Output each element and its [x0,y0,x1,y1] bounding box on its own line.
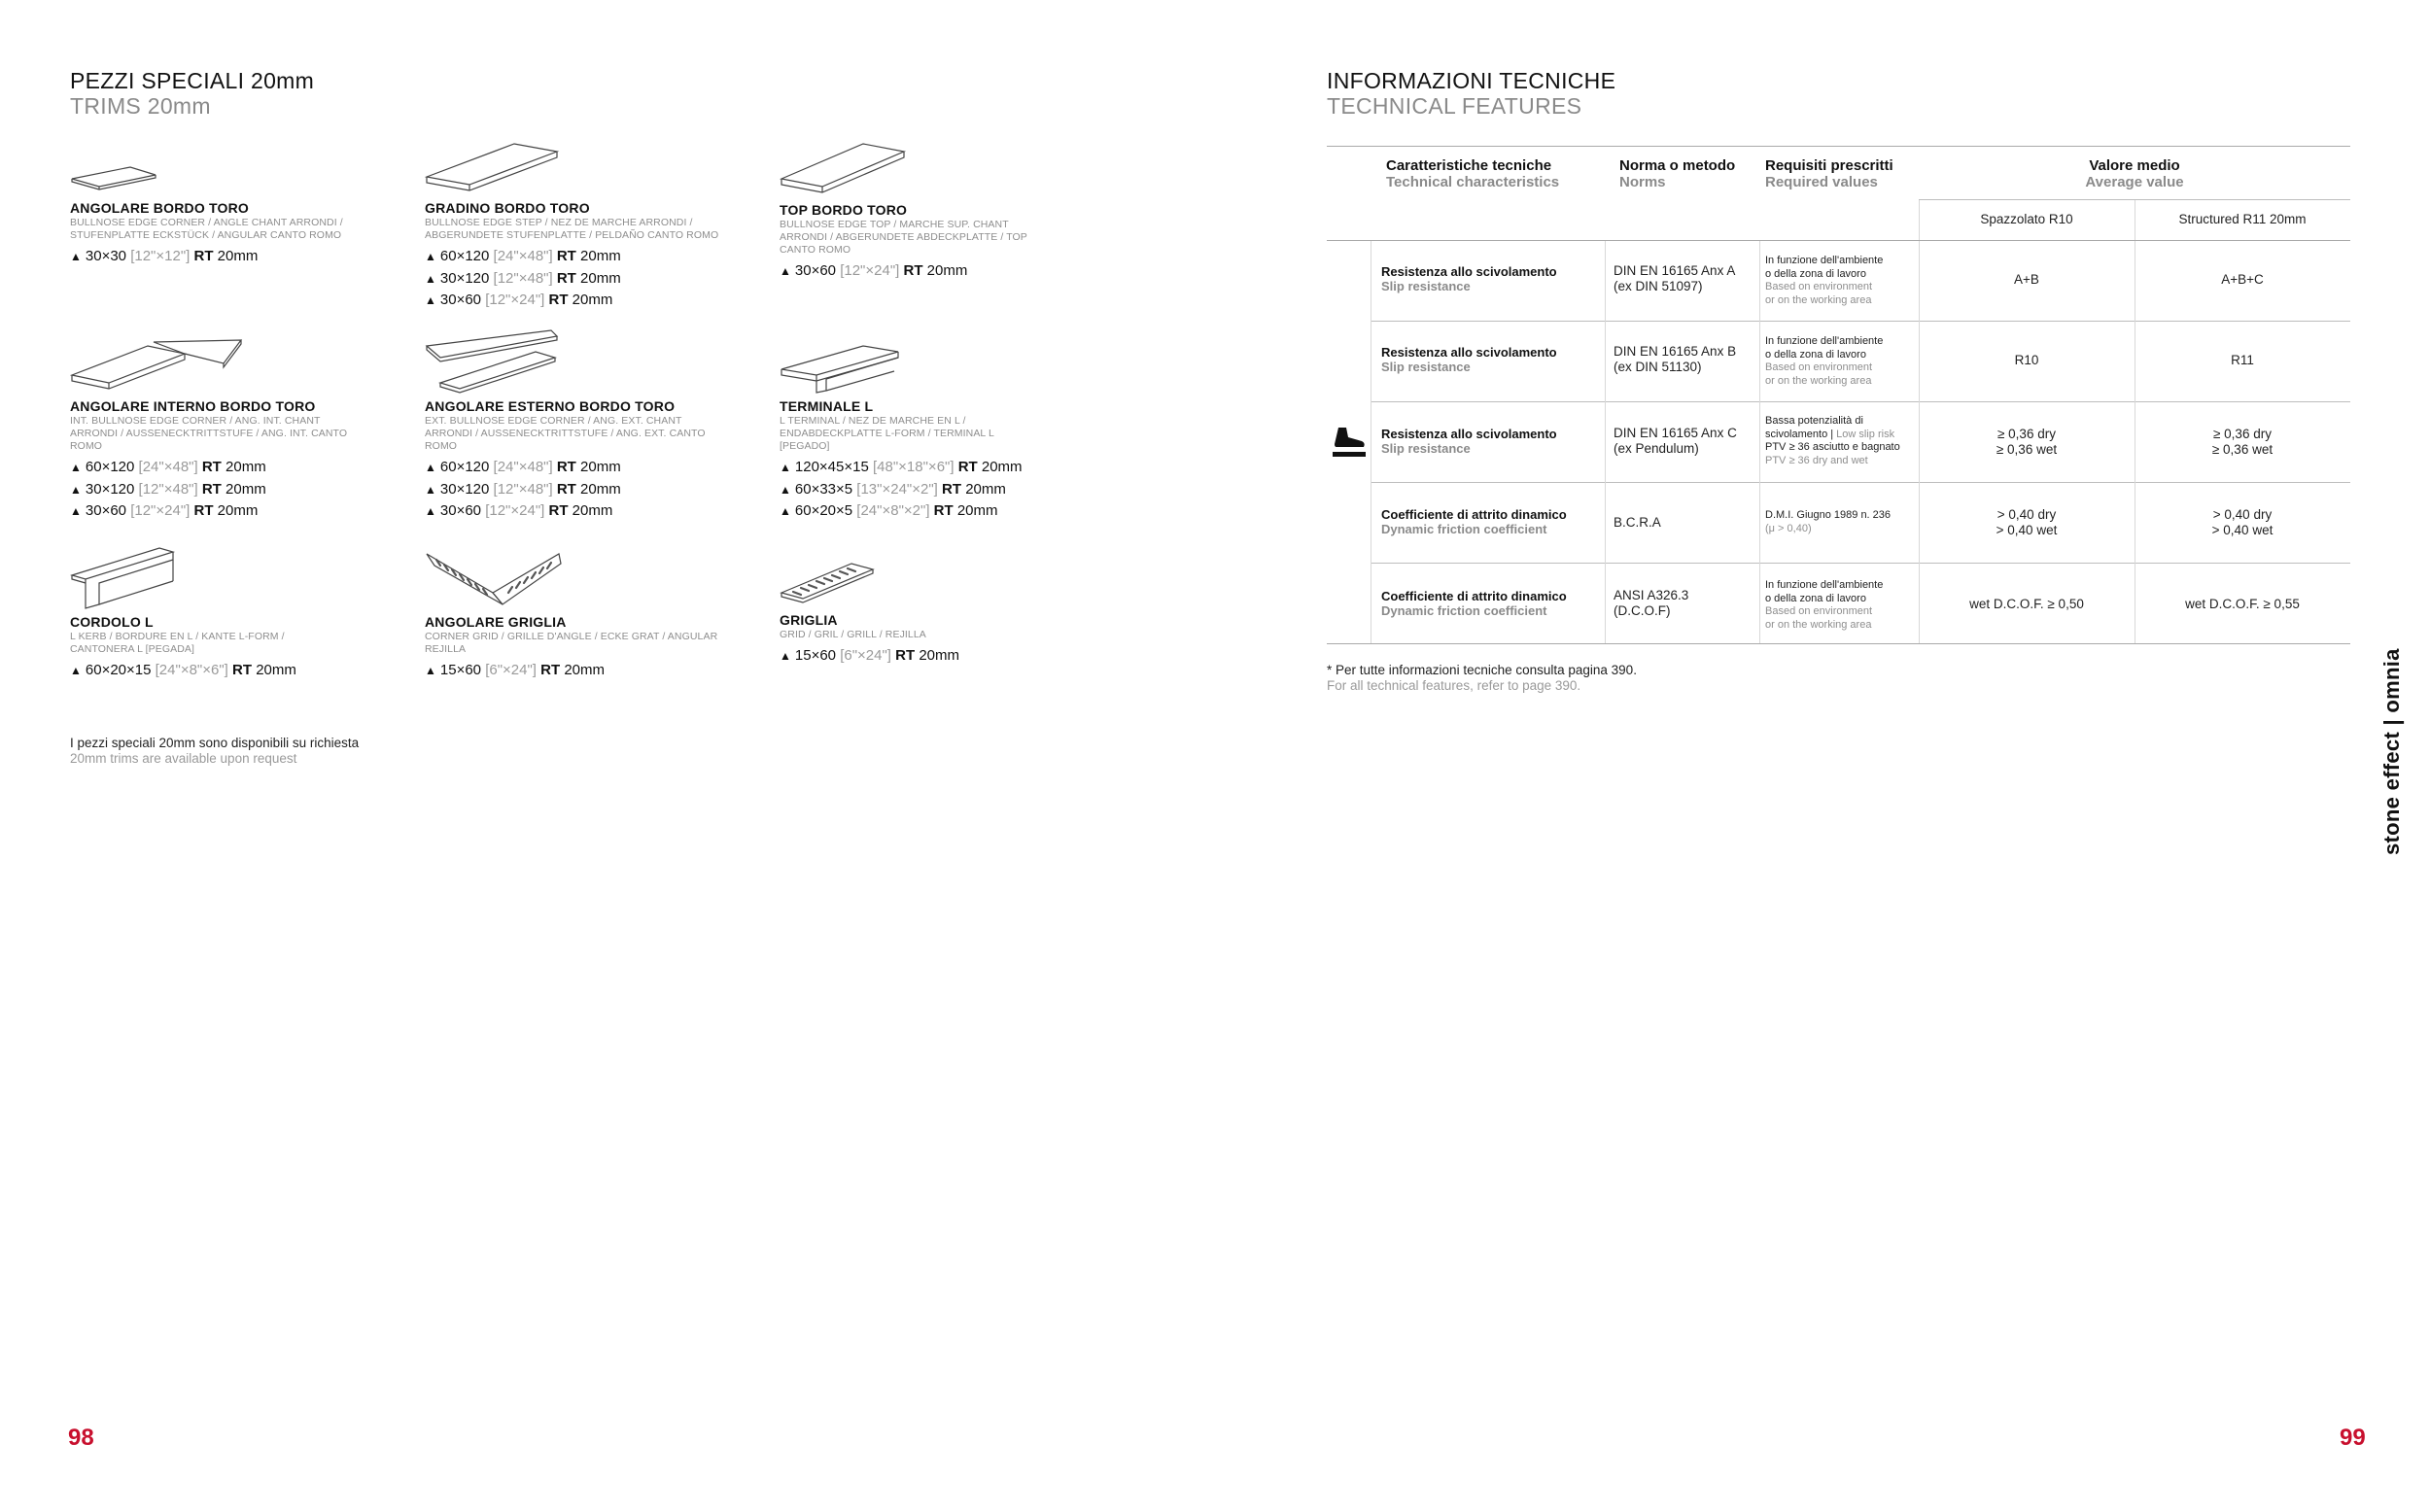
trim-desc: L TERMINAL / NEZ DE MARCHE EN L / ENDABDECKPLATTE L-FORM / TERMINAL L [PEGADO] [780,415,994,452]
note-english: 20mm trims are available upon request [70,751,297,766]
trim-sizes [425,246,746,312]
row-value-1: R10 [2014,353,2039,367]
trim-name: GRIGLIA [780,612,838,628]
trim-sizes [780,457,1100,523]
triangle-icon: ▲ [425,250,436,263]
trim-name: CORDOLO L [70,614,154,630]
trim-drawing-icon [425,142,561,198]
row-value-2: wet D.C.O.F. ≥ 0,55 [2185,597,2300,611]
trim-name: ANGOLARE BORDO TORO [70,200,249,216]
triangle-icon: ▲ [425,504,436,518]
triangle-icon: ▲ [780,504,791,518]
row-value-2: R11 [2231,353,2254,367]
trim-desc: BULLNOSE EDGE CORNER / ANGLE CHANT ARRONDI / STUFENPLATTE ECKSTÜCK / ANGULAR CANTO ROMO [70,217,343,241]
trim-name: ANGOLARE INTERNO BORDO TORO [70,398,316,414]
size-line: ▲ 30×120 [12"×48"] RT 20mm [425,269,621,287]
size-line: ▲ 60×120 [24"×48"] RT 20mm [425,248,621,264]
triangle-icon: ▲ [70,250,82,263]
trim-name: TERMINALE L [780,398,874,414]
trim-drawing-icon [780,142,908,200]
trim-name: GRADINO BORDO TORO [425,200,590,216]
size-line: ▲ 30×60 [12"×24"] RT 20mm [70,502,259,519]
trim-angolare-interno-bordo-toro [70,336,391,523]
table-row: Resistenza allo scivolamento Slip resistance [1381,345,1557,374]
th-average: Valore medio Average value [2085,157,2184,190]
size-line: ▲ 60×20×5 [24"×8"×2"] RT 20mm [780,502,998,519]
size-line: ▲ 60×120 [24"×48"] RT 20mm [70,459,266,475]
size-line: ▲ 60×33×5 [13"×24"×2"] RT 20mm [780,480,1006,498]
size-line: ▲ 120×45×15 [48"×18"×6"] RT 20mm [780,459,1023,475]
table-row: Resistenza allo scivolamento Slip resistance [1381,264,1557,293]
row-required: Bassa potenzialità di scivolamento | Low slip risk PTV ≥ 36 asciutto e bagnato PTV ≥ 36 dry and wet [1765,415,1900,466]
trim-angolare-esterno-bordo-toro [425,328,746,523]
page-number-right: 99 [2340,1425,2366,1451]
triangle-icon: ▲ [425,482,436,497]
left-title-block [70,68,314,119]
th-col-structured: Structured R11 20mm [2178,212,2307,226]
trim-desc: BULLNOSE EDGE STEP / NEZ DE MARCHE ARRONDI / ABGERUNDETE STUFENPLATTE / PELDAÑO CANTO ROMO [425,217,719,241]
trim-sizes [70,457,391,523]
footnote-english: For all technical features, refer to page 390. [1327,678,1581,693]
row-required: In funzione dell'ambiente o della zona di lavoro Based on environment or on the working area [1765,255,1884,306]
table-row: Coefficiente di attrito dinamico Dynamic friction coefficient [1381,589,1567,618]
trim-desc: L KERB / BORDURE EN L / KANTE L-FORM / CANTONERA L [PEGADA] [70,631,285,655]
size-line: ▲ 15×60 [6"×24"] RT 20mm [425,662,606,678]
size-line: ▲ 30×60 [12"×24"] RT 20mm [425,502,613,519]
trim-drawing-icon [70,336,247,396]
trim-cordolo-l [70,546,391,682]
size-line: ▲ 15×60 [6"×24"] RT 20mm [780,647,960,664]
trim-sizes [780,645,1100,668]
row-required: In funzione dell'ambiente o della zona di lavoro Based on environment or on the working area [1765,335,1884,387]
table-row: Coefficiente di attrito dinamico Dynamic friction coefficient [1381,507,1567,536]
trim-name: ANGOLARE GRIGLIA [425,614,567,630]
note-italian: I pezzi speciali 20mm sono disponibili su richiesta [70,736,360,750]
trim-drawing-icon [425,328,561,396]
th-characteristics: Caratteristiche tecniche Technical characteristics [1386,157,1560,190]
trim-desc: GRID / GRIL / GRILL / REJILLA [780,629,926,640]
footnote-italian: * Per tutte informazioni tecniche consulta pagina 390. [1327,663,1637,677]
row-value-2: ≥ 0,36 dry ≥ 0,36 wet [2211,427,2274,457]
trim-sizes [70,246,391,268]
triangle-icon: ▲ [780,461,791,474]
trim-angolare-bordo-toro [70,165,391,268]
row-norm: ANSI A326.3 (D.C.O.F) [1614,588,1689,618]
slip-shoe-icon [1331,424,1368,461]
row-norm: B.C.R.A [1614,515,1661,530]
trim-drawing-icon [70,165,157,198]
size-line: ▲ 30×60 [12"×24"] RT 20mm [425,292,613,308]
row-required: In funzione dell'ambiente o della zona di lavoro Based on environment or on the working area [1765,579,1884,631]
row-norm: DIN EN 16165 Anx B (ex DIN 51130) [1614,344,1737,374]
triangle-icon: ▲ [425,461,436,474]
page-number-left: 98 [68,1425,94,1451]
triangle-icon: ▲ [780,264,791,278]
trim-desc: EXT. BULLNOSE EDGE CORNER / ANG. EXT. CHANT ARRONDI / AUSSENECKTRITTSTUFE / ANG. EXT. CANTO ROMO [425,415,706,452]
triangle-icon: ▲ [780,482,791,497]
th-norms: Norma o metodo Norms [1619,157,1736,190]
trim-desc: INT. BULLNOSE EDGE CORNER / ANG. INT. CHANT ARRONDI / AUSSENECKTRITTSTUFE / ANG. INT. CANTO ROMO [70,415,348,452]
trim-drawing-icon [780,344,902,396]
row-value-1: A+B [2014,272,2039,287]
row-value-1: wet D.C.O.F. ≥ 0,50 [1969,597,2084,611]
trim-gradino-bordo-toro [425,142,746,312]
trim-name: TOP BORDO TORO [780,202,908,218]
triangle-icon: ▲ [425,293,436,307]
trim-terminale-l [780,344,1100,523]
size-line: ▲ 30×60 [12"×24"] RT 20mm [780,262,968,279]
triangle-icon: ▲ [70,664,82,677]
trim-griglia [780,562,1100,668]
triangle-icon: ▲ [70,461,82,474]
triangle-icon: ▲ [425,271,436,286]
page-subtitle: TECHNICAL FEATURES [1327,93,1582,119]
triangle-icon: ▲ [70,482,82,497]
triangle-icon: ▲ [70,504,82,518]
row-norm: DIN EN 16165 Anx A (ex DIN 51097) [1614,263,1736,293]
trim-top-bordo-toro [780,142,1100,283]
row-value-1: > 0,40 dry > 0,40 wet [1996,507,2058,537]
trim-angolare-griglia [425,550,746,682]
row-norm: DIN EN 16165 Anx C (ex Pendulum) [1614,426,1737,456]
row-value-1: ≥ 0,36 dry ≥ 0,36 wet [1996,427,2058,457]
availability-note [70,736,359,767]
size-line: ▲ 60×120 [24"×48"] RT 20mm [425,459,621,475]
row-required: D.M.I. Giugno 1989 n. 236 (μ > 0,40) [1765,509,1892,534]
row-value-2: > 0,40 dry > 0,40 wet [2211,507,2274,537]
trim-sizes [425,660,746,682]
size-line: ▲ 60×20×15 [24"×8"×6"] RT 20mm [70,662,296,678]
trim-desc: BULLNOSE EDGE TOP / MARCHE SUP. CHANT ARRONDI / ABGERUNDETE ABDECKPLATTE / TOP CANTO ROMO [780,219,1027,256]
trim-drawing-icon [425,550,565,612]
th-col-spazzolato: Spazzolato R10 [1980,212,2073,226]
page-title: INFORMAZIONI TECNICHE [1327,68,1616,93]
table-row: Resistenza allo scivolamento Slip resistance [1381,427,1557,456]
size-line: ▲ 30×120 [12"×48"] RT 20mm [70,480,266,498]
trim-name: ANGOLARE ESTERNO BORDO TORO [425,398,676,414]
table-footnote [1327,663,1637,694]
trim-sizes [70,660,391,682]
right-title-block [1327,68,1615,119]
trim-sizes [780,260,1100,283]
technical-table [1327,146,2350,651]
size-line: ▲ 30×30 [12"×12"] RT 20mm [70,248,259,264]
triangle-icon: ▲ [425,664,436,677]
trim-drawing-icon [70,546,177,612]
page-subtitle: TRIMS 20mm [70,93,211,119]
trim-sizes [425,457,746,523]
trim-drawing-icon [780,562,877,610]
section-side-label: stone effect | omnia [2379,648,2404,855]
triangle-icon: ▲ [780,649,791,663]
trim-desc: CORNER GRID / GRILLE D'ANGLE / ECKE GRAT / ANGULAR REJILLA [425,631,718,655]
size-line: ▲ 30×120 [12"×48"] RT 20mm [425,480,621,498]
row-value-2: A+B+C [2221,272,2264,287]
page-title: PEZZI SPECIALI 20mm [70,68,315,93]
th-required: Requisiti prescritti Required values [1765,157,1893,190]
